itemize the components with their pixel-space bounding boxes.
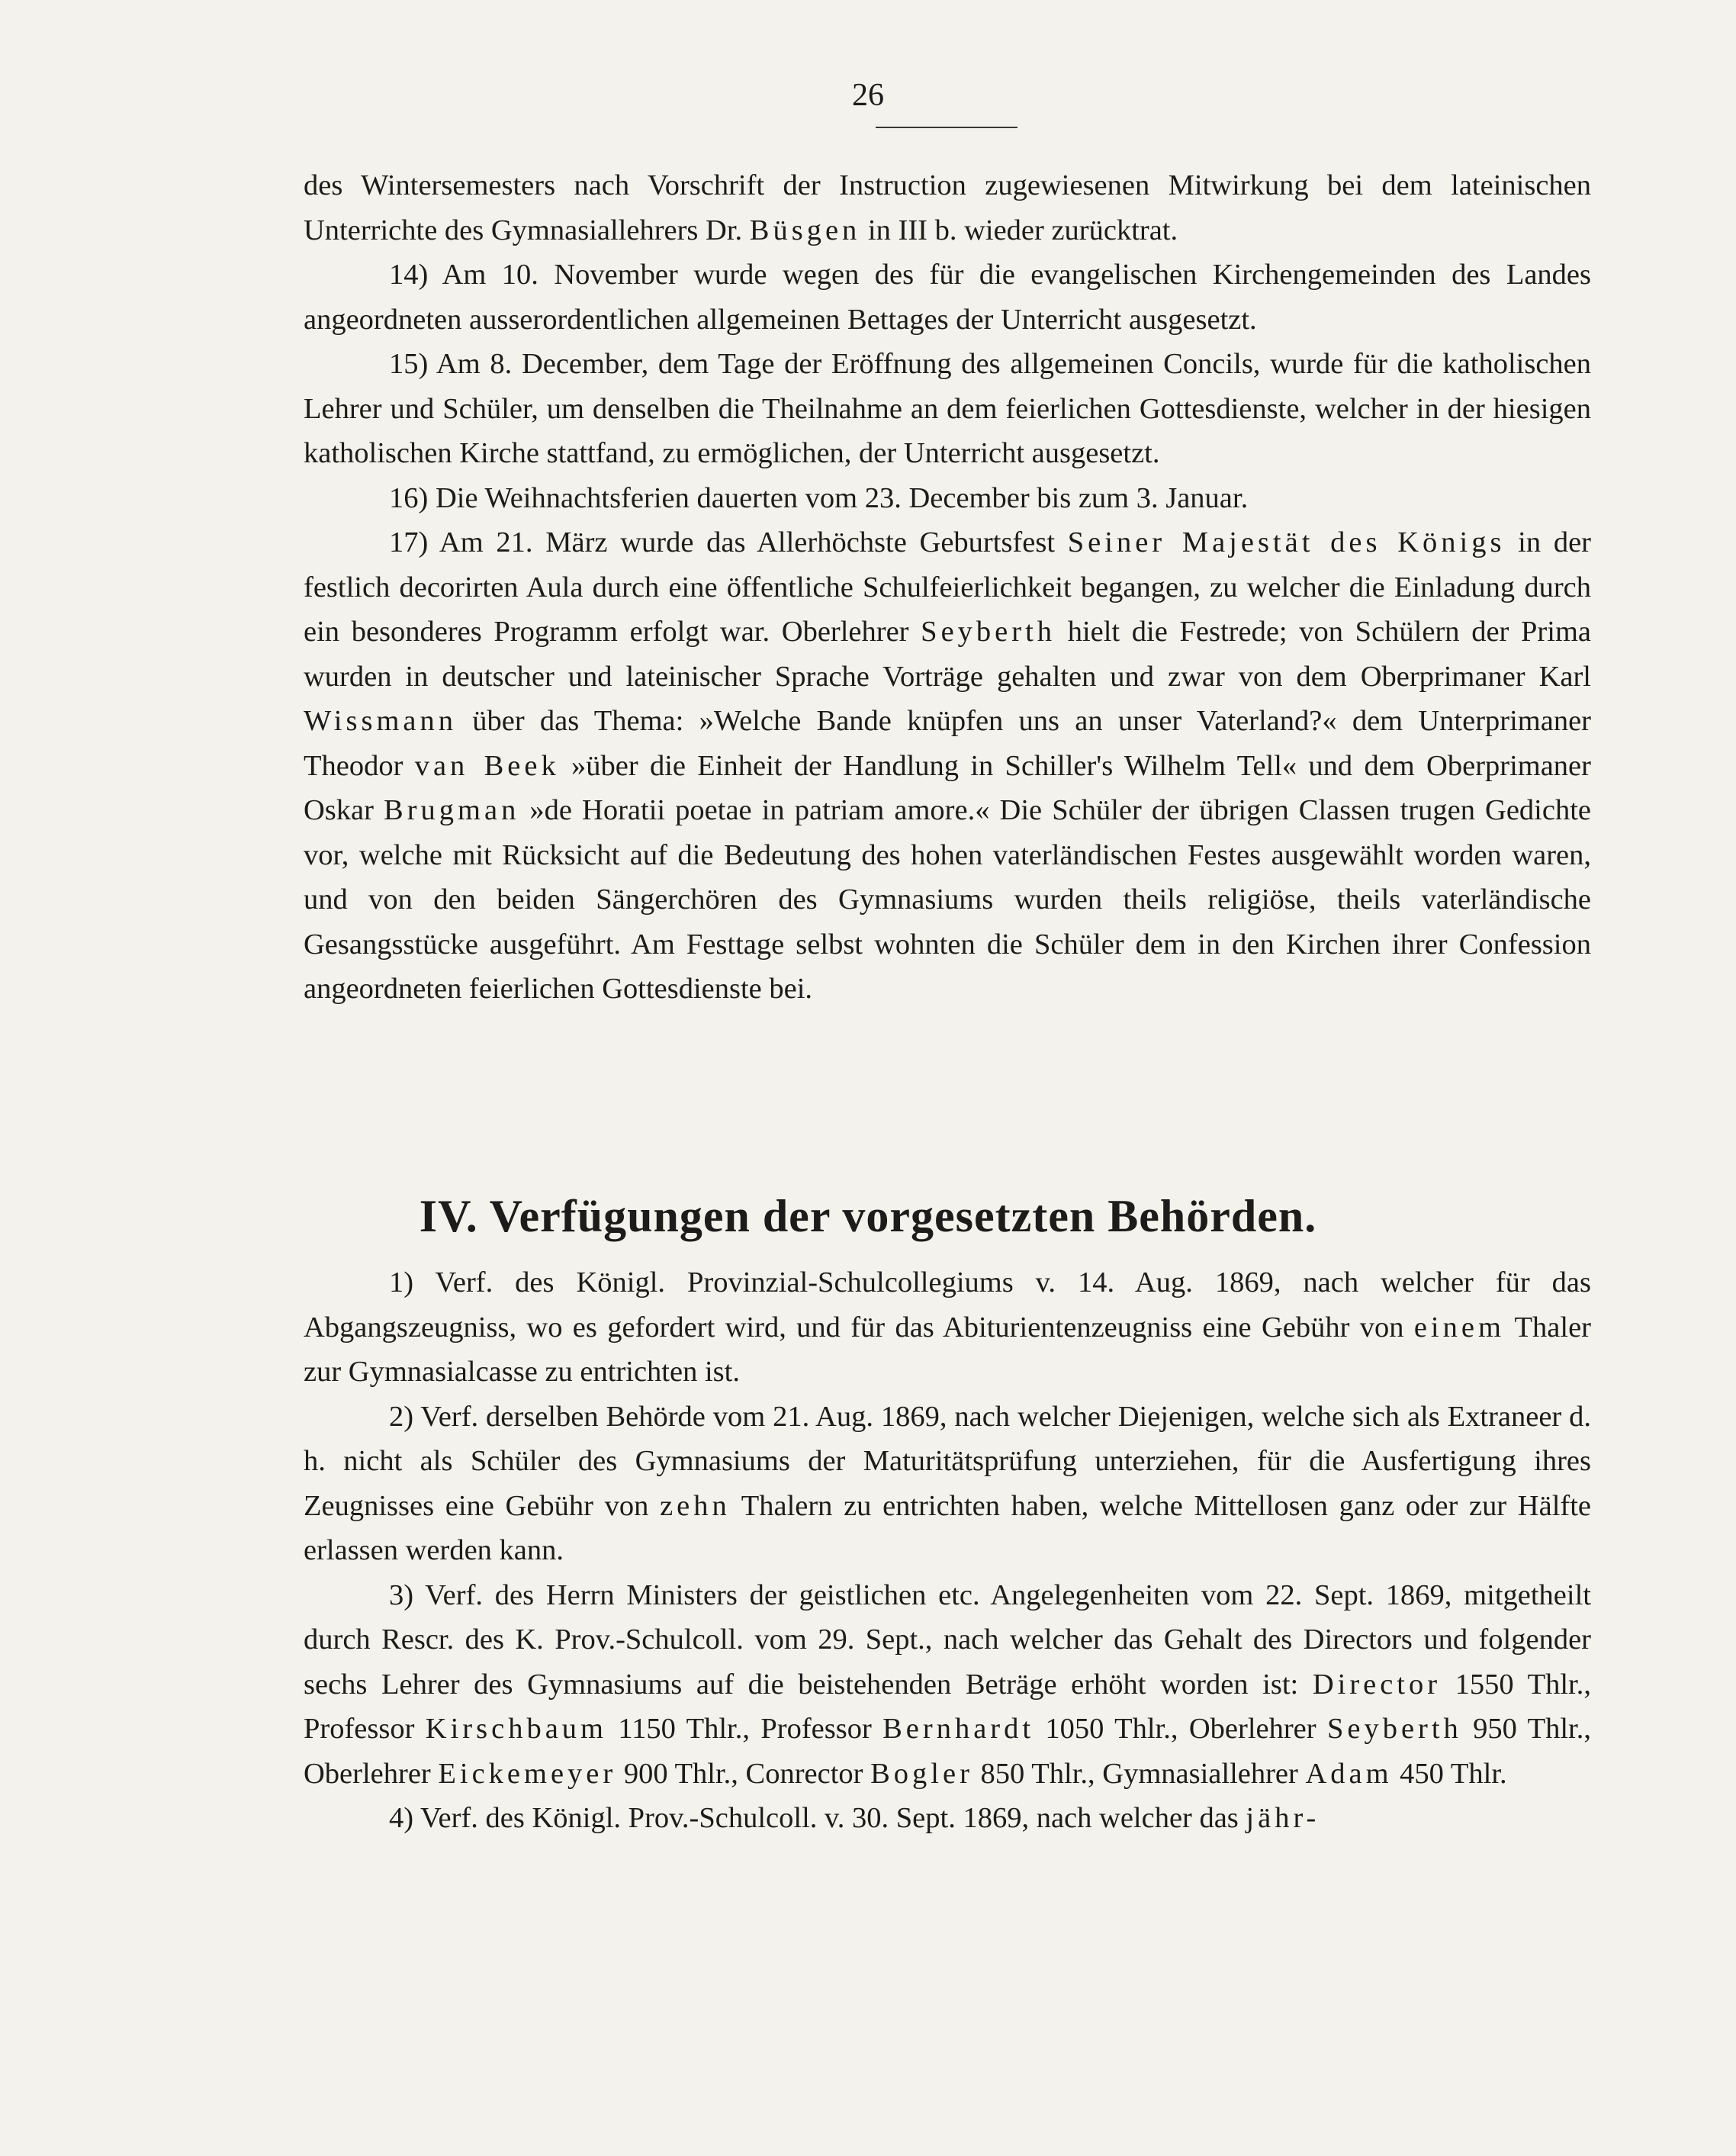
text-run: 1150 Thlr., Professor — [606, 1713, 883, 1745]
paragraph-16: 16) Die Weihnachtsferien dauerten vom 23. December bis zum 3. Januar. — [389, 481, 1249, 514]
ordinance-3 — [304, 1573, 1591, 1797]
text-run: 950 Thlr., Oberlehrer — [304, 1713, 1591, 1790]
text-run: Thaler zur Gymnasialcasse zu entrichten ist. — [304, 1311, 1592, 1388]
text-run: 4) Verf. des Königl. Prov.-Schulcoll. v. 30. Sept. 1869, nach welcher das — [389, 1802, 1246, 1834]
text-run: 850 Thlr., Gymnasiallehrer — [972, 1757, 1306, 1790]
emphasis-text: jähr- — [1246, 1802, 1320, 1834]
paragraph-17 — [304, 520, 1591, 1012]
text-run: über das Thema: »Welche Bande knüpfen uns an unser Vaterland?« dem Unterprimaner Theodor — [304, 705, 1591, 782]
text-run: hielt die Festrede; von Schülern der Prima wurden in deutscher und lateinischer Sprache Vorträge gehalten und zwar von dem Oberprimaner Karl — [304, 616, 1591, 693]
ordinance-4 — [304, 1796, 1591, 1841]
paragraph-continuation — [304, 163, 1591, 253]
person-name: van Beek — [414, 749, 560, 782]
text-run: »de Horatii poetae in patriam amore.« Die Schüler der übrigen Classen trugen Gedichte vor, welche mit Rücksicht auf die Bedeutung des hohen vaterländischen Festes ausgewählt worden waren, und von den beiden Sängerchören des Gymnasiums wurden theils religiöse, theils vaterländische Gesangsstücke ausgeführt. Am Festtage selbst wohnten die Schüler dem in den Kirchen ihrer Confession angeordneten feierlichen Gottesdienste bei. — [304, 794, 1592, 1005]
text-run: in der festlich decorirten Aula durch eine öffentliche Schulfeierlichkeit begangen, zu welcher die Einladung durch ein besonderes Programm erfolgt war. Oberlehrer — [304, 526, 1591, 648]
person-name: Adam — [1305, 1757, 1393, 1790]
ordinance-2 — [304, 1395, 1591, 1573]
person-name: Büsgen — [749, 214, 861, 246]
text-run: 450 Thlr. — [1392, 1757, 1507, 1790]
person-name: Brugman — [384, 794, 520, 826]
text-run: 3) Verf. des Herrn Ministers der geistlichen etc. Angelegenheiten vom 22. Sept. 1869, mitgetheilt durch Rescr. des K. Prov.-Schulcoll. vom 29. Sept., nach welcher das Gehalt des Directors und folgender sechs Lehrer des Gymnasiums auf die beistehenden Beträge erhöht worden ist: — [304, 1578, 1591, 1701]
ordinance-1 — [304, 1260, 1591, 1395]
text-run: Thalern zu entrichten haben, welche Mittellosen ganz oder zur Hälfte erlassen werden kann. — [304, 1489, 1591, 1566]
text-run: 1) Verf. des Königl. Provinzial-Schulcollegiums v. 14. Aug. 1869, nach welcher für das Abgangszeugniss, wo es gefordert wird, und für das Abiturientenzeugniss eine Gebühr von — [304, 1266, 1591, 1343]
emphasis-text: einem — [1413, 1311, 1505, 1343]
text-run: 1050 Thlr., Oberlehrer — [1034, 1713, 1327, 1745]
page-number: 26 — [852, 78, 884, 113]
text-run: des Wintersemesters nach Vorschrift der Instruction zugewiesenen Mitwirkung bei dem lateinischen Unterrichte des Gymnasiallehrers Dr. — [304, 169, 1591, 246]
text-run: 1550 Thlr., Professor — [304, 1668, 1591, 1745]
paragraph-14: 14) Am 10. November wurde wegen des für die evangelischen Kirchengemeinden des Landes angeordneten ausserordentlichen allgemeinen Bettages der Unterricht ausgesetzt. — [304, 259, 1591, 336]
person-name: Seyberth — [1326, 1713, 1462, 1745]
header-rule — [876, 127, 1017, 128]
text-run: in III b. wieder zurücktrat. — [860, 214, 1178, 246]
person-name: Kirschbaum — [425, 1713, 607, 1745]
text-run: 17) Am 21. März wurde das Allerhöchste Geburtsfest — [389, 526, 1068, 558]
chronicle-section — [304, 163, 1591, 1012]
paragraph-15: 15) Am 8. December, dem Tage der Eröffnung des allgemeinen Concils, wurde für die katholischen Lehrer und Schüler, um denselben die Theilnahme an dem feierlichen Gottesdienste, welcher in der hiesigen katholischen Kirche stattfand, zu ermöglichen, der Unterricht ausgesetzt. — [304, 348, 1591, 469]
section-heading: IV. Verfügungen der vorgesetzten Behörden. — [419, 1191, 1317, 1241]
emphasis-text: Seiner Majestät des Königs — [1067, 526, 1506, 558]
emphasis-text: zehn — [660, 1489, 731, 1522]
person-name: Seyberth — [921, 616, 1056, 648]
person-name: Wissmann — [304, 705, 457, 737]
text-run: 900 Thlr., Conrector — [616, 1757, 871, 1790]
person-name: Bogler — [870, 1757, 973, 1790]
text-run: »über die Einheit der Handlung in Schiller's Wilhelm Tell« und dem Oberprimaner Oskar — [304, 749, 1591, 826]
text-run: 2) Verf. derselben Behörde vom 21. Aug. 1869, nach welcher Diejenigen, welche sich als Extraneer d. h. nicht als Schüler des Gymnasiums der Maturitätsprüfung unterziehen, für die Ausfertigung ihres Zeugnisses eine Gebühr von — [304, 1400, 1591, 1522]
person-name: Director — [1312, 1668, 1442, 1701]
person-name: Eickemeyer — [438, 1757, 617, 1790]
ordinances-section — [304, 1260, 1591, 1841]
person-name: Bernhardt — [882, 1713, 1035, 1745]
